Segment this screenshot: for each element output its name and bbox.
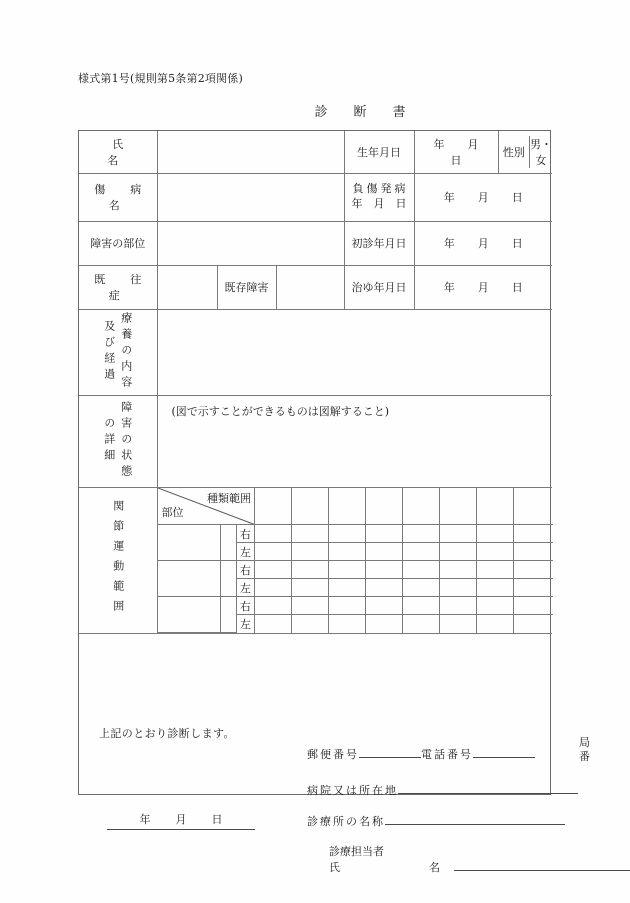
field-joint-3-left-c2[interactable] <box>292 615 329 633</box>
cure-day: 日 <box>511 281 523 294</box>
disability-detail-note: (図で示すことができるものは図解すること) <box>171 404 390 418</box>
field-joint-3-left-c1[interactable] <box>255 615 292 633</box>
label-attending-doctor: 診療担当者 <box>329 844 384 858</box>
label-side-left-1: 左 <box>237 543 255 561</box>
field-joint-1-left-c1[interactable] <box>255 543 292 561</box>
field-joint-part-1[interactable] <box>158 525 221 561</box>
field-joint-3-right-c2[interactable] <box>292 597 329 615</box>
label-telephone: 電話番号 <box>421 747 473 761</box>
field-treatment-progress[interactable] <box>157 309 552 395</box>
kyokuban-kyoku: 局 <box>579 735 590 749</box>
field-joint-1-left-c5[interactable] <box>403 543 440 561</box>
label-joint-range <box>79 487 157 634</box>
table-row-disease <box>79 173 552 221</box>
joint-range-table <box>158 488 553 634</box>
field-joint-3-right-c4[interactable] <box>366 597 403 615</box>
label-full-name: 氏 名 <box>79 131 157 173</box>
joint-range-subtable-cell <box>157 487 552 634</box>
onset-day: 日 <box>511 191 523 204</box>
certificate-form-box <box>78 130 590 874</box>
certification-statement: 上記のとおり診断します。 <box>99 726 235 740</box>
field-joint-part-2[interactable] <box>158 561 221 597</box>
field-joint-part-3[interactable] <box>158 597 221 633</box>
label-side-left-2: 左 <box>237 579 255 597</box>
label-side-right-3: 右 <box>237 597 255 615</box>
cure-month: 月 <box>477 281 489 294</box>
page-title: 診断書 <box>314 105 432 120</box>
label-treatment-progress-col2: 及び経過 <box>102 320 116 384</box>
label-onset-date-line1: 負傷発病 <box>352 182 409 196</box>
field-joint-1-right-c7[interactable] <box>477 525 514 543</box>
field-joint-1-left-c8[interactable] <box>514 543 553 561</box>
label-cure-date: 治ゆ年月日 <box>344 265 414 309</box>
field-joint-2-left-c3[interactable] <box>329 579 366 597</box>
hospital-address-line <box>307 782 578 798</box>
table-row-treatment <box>79 309 552 395</box>
first-visit-day: 日 <box>511 237 523 250</box>
field-joint-1-right-c5[interactable] <box>403 525 440 543</box>
field-joint-2-left-c7[interactable] <box>477 579 514 597</box>
field-joint-sub-1[interactable] <box>221 525 237 561</box>
cure-year: 年 <box>443 281 455 294</box>
field-hospital-address[interactable] <box>398 782 578 794</box>
field-joint-2-left-c5[interactable] <box>403 579 440 597</box>
field-joint-3-right-c6[interactable] <box>440 597 477 615</box>
field-joint-1-left-c2[interactable] <box>292 543 329 561</box>
field-joint-3-left-c6[interactable] <box>440 615 477 633</box>
field-joint-3-right-c8[interactable] <box>514 597 553 615</box>
table-row-site <box>79 221 552 265</box>
joint-data-col-4[interactable] <box>366 488 403 525</box>
postal-tel-line <box>307 746 535 762</box>
field-disease-name[interactable] <box>157 173 344 221</box>
field-joint-1-left-c6[interactable] <box>440 543 477 561</box>
onset-month: 月 <box>477 191 489 204</box>
form-code-label: 様式第1号(規則第5条第2項関係) <box>78 72 243 85</box>
signature-block <box>79 634 590 874</box>
field-cure-date[interactable] <box>414 265 552 309</box>
field-joint-3-right-c3[interactable] <box>329 597 366 615</box>
joint-data-col-2[interactable] <box>292 488 329 525</box>
birthdate-day: 日 <box>450 153 462 167</box>
field-clinic-name[interactable] <box>385 813 565 825</box>
field-joint-2-right-c6[interactable] <box>440 561 477 579</box>
doctor-name-line <box>329 859 630 875</box>
label-postal-code: 郵便番号 <box>307 747 359 761</box>
field-doctor-name[interactable] <box>454 859 630 871</box>
label-disability-detail-col1: 障害の状態 <box>119 401 133 481</box>
label-onset-date <box>344 173 414 221</box>
first-visit-year: 年 <box>443 237 455 250</box>
field-medical-history[interactable] <box>157 265 217 309</box>
field-first-visit-date[interactable] <box>414 221 552 265</box>
label-clinic-name: 診療所の名称 <box>307 814 385 828</box>
first-visit-month: 月 <box>477 237 489 250</box>
joint-data-col-1[interactable] <box>255 488 292 525</box>
joint-data-col-6[interactable] <box>440 488 477 525</box>
field-joint-2-left-c8[interactable] <box>514 579 553 597</box>
birthdate-month: 月 <box>467 137 479 151</box>
label-medical-history: 既 往 症 <box>79 265 157 309</box>
field-joint-sub-3[interactable] <box>221 597 237 633</box>
label-existing-disorder: 既存障害 <box>217 265 276 309</box>
field-joint-1-right-c3[interactable] <box>329 525 366 543</box>
label-disability-detail <box>79 395 157 487</box>
kyokuban-label <box>579 736 590 764</box>
issue-date-day: 日 <box>211 812 223 826</box>
birthdate-year: 年 <box>433 137 445 151</box>
label-side-left-3: 左 <box>237 615 255 633</box>
joint-row-part1-right <box>158 525 553 543</box>
table-row-joint-range <box>79 487 552 634</box>
field-onset-date[interactable] <box>414 173 552 221</box>
cell-sex <box>498 131 552 173</box>
joint-header-kind: 種類範囲 <box>207 491 252 505</box>
field-joint-2-left-c4[interactable] <box>366 579 403 597</box>
field-joint-2-right-c1[interactable] <box>255 561 292 579</box>
issue-date-line[interactable] <box>107 811 255 830</box>
field-joint-2-left-c1[interactable] <box>255 579 292 597</box>
label-disease-name: 傷 病 名 <box>79 173 157 221</box>
field-joint-2-left-c6[interactable] <box>440 579 477 597</box>
onset-year: 年 <box>443 191 455 204</box>
clinic-name-line <box>307 813 565 829</box>
field-joint-1-right-c8[interactable] <box>514 525 553 543</box>
field-existing-disorder[interactable] <box>276 265 344 309</box>
field-joint-1-right-c1[interactable] <box>255 525 292 543</box>
label-sex: 性別 <box>499 136 530 168</box>
issue-date-year: 年 <box>139 812 151 826</box>
label-onset-date-line2: 年 月 日 <box>351 197 407 210</box>
joint-data-col-8[interactable] <box>514 488 553 525</box>
field-joint-3-left-c5[interactable] <box>403 615 440 633</box>
field-joint-3-left-c8[interactable] <box>514 615 553 633</box>
joint-data-col-7[interactable] <box>477 488 514 525</box>
table-row-signature <box>79 634 552 798</box>
joint-header-part: 部位 <box>161 506 184 519</box>
field-telephone[interactable] <box>473 746 535 758</box>
table-row-condition <box>79 395 552 487</box>
field-joint-1-left-c7[interactable] <box>477 543 514 561</box>
field-joint-3-right-c5[interactable] <box>403 597 440 615</box>
kyokuban-ban: 番 <box>579 749 590 763</box>
joint-row-part2-right <box>158 561 553 579</box>
field-joint-2-left-c2[interactable] <box>292 579 329 597</box>
label-side-right-1: 右 <box>237 525 255 543</box>
field-joint-1-left-c4[interactable] <box>366 543 403 561</box>
field-joint-3-right-c1[interactable] <box>255 597 292 615</box>
label-treatment-progress <box>79 309 157 395</box>
field-joint-1-right-c4[interactable] <box>366 525 403 543</box>
joint-row-part3-right <box>158 597 553 615</box>
field-joint-2-right-c3[interactable] <box>329 561 366 579</box>
label-first-visit-date: 初診年月日 <box>344 221 414 265</box>
certificate-table <box>79 131 590 874</box>
field-joint-3-left-c3[interactable] <box>329 615 366 633</box>
field-joint-2-right-c2[interactable] <box>292 561 329 579</box>
field-joint-sub-2[interactable] <box>221 561 237 597</box>
joint-header-diagonal <box>158 488 255 525</box>
label-treatment-progress-col1: 療養の内容 <box>119 312 133 392</box>
field-joint-1-right-c2[interactable] <box>292 525 329 543</box>
field-birthdate[interactable] <box>414 131 498 173</box>
field-joint-2-right-c5[interactable] <box>403 561 440 579</box>
field-sex-options[interactable]: 男・女 <box>530 137 553 167</box>
label-hospital-address: 病院又は所在地 <box>307 783 398 797</box>
label-disability-detail-col2: の詳細 <box>102 417 116 465</box>
label-birthdate: 生年月日 <box>344 131 414 173</box>
joint-data-col-3[interactable] <box>329 488 366 525</box>
label-joint-range-text: 関節運動範囲 <box>111 500 125 621</box>
label-impaired-site: 障害の部位 <box>79 221 157 265</box>
label-doctor-name: 氏 名 <box>329 860 454 874</box>
field-impaired-site[interactable] <box>157 221 344 265</box>
field-joint-1-right-c6[interactable] <box>440 525 477 543</box>
joint-data-col-5[interactable] <box>403 488 440 525</box>
field-joint-1-left-c3[interactable] <box>329 543 366 561</box>
joint-header-row <box>158 488 553 525</box>
field-joint-2-right-c7[interactable] <box>477 561 514 579</box>
field-joint-2-right-c4[interactable] <box>366 561 403 579</box>
issue-date-month: 月 <box>175 812 187 826</box>
field-joint-3-left-c7[interactable] <box>477 615 514 633</box>
field-postal-code[interactable] <box>359 746 421 758</box>
table-row-history <box>79 265 552 309</box>
field-joint-3-left-c4[interactable] <box>366 615 403 633</box>
field-joint-3-right-c7[interactable] <box>477 597 514 615</box>
table-row-name <box>79 131 552 173</box>
field-joint-2-right-c8[interactable] <box>514 561 553 579</box>
field-disability-detail[interactable] <box>157 395 552 487</box>
label-side-right-2: 右 <box>237 561 255 579</box>
